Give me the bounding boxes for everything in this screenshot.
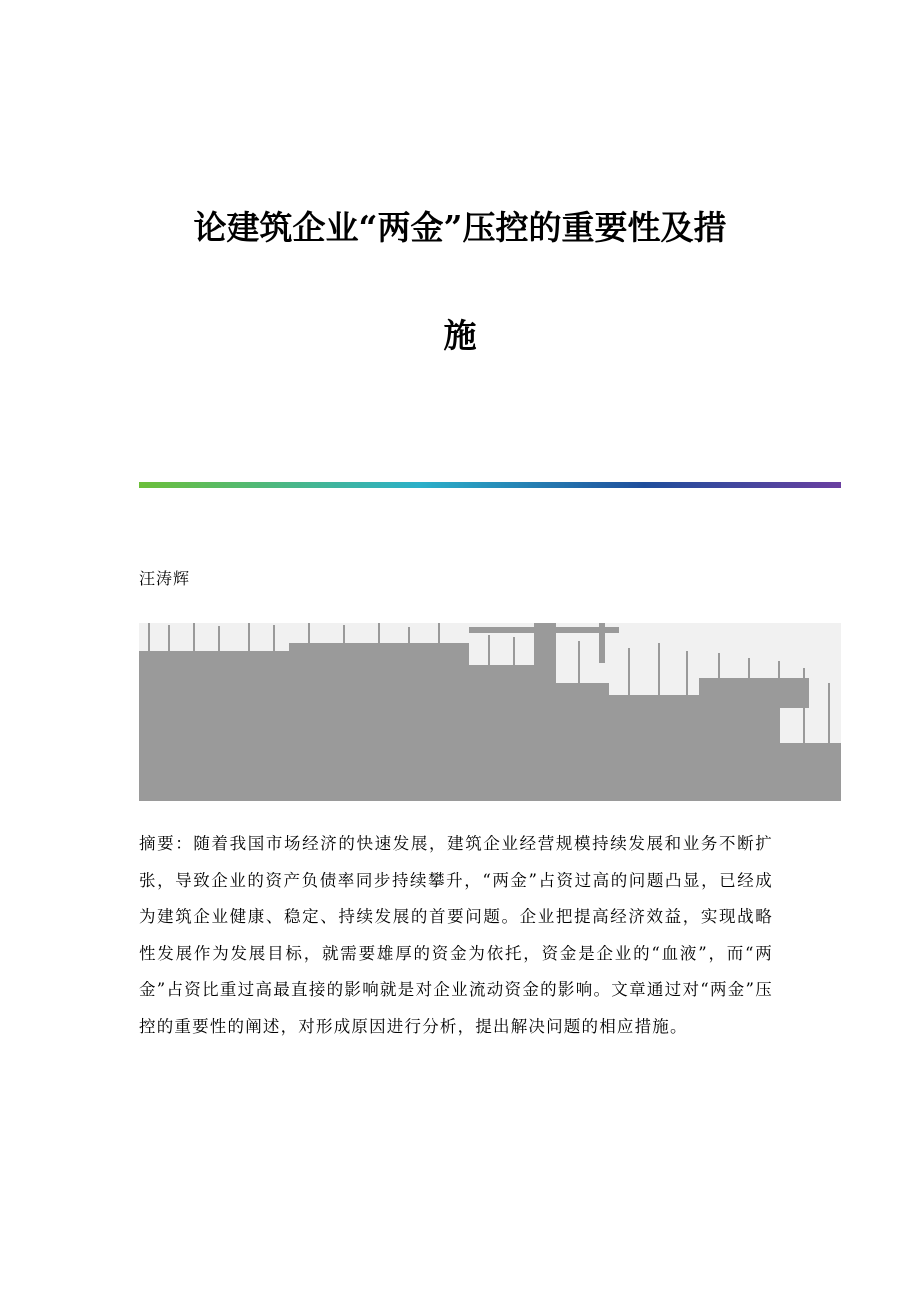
construction-site-image <box>139 623 841 801</box>
document-title <box>139 208 781 424</box>
abstract-paragraph: 摘要：随着我国市场经济的快速发展，建筑企业经营规模持续发展和业务不断扩张，导致企业的资产负债率同步持续攀升，“两金”占资过高的问题凸显，已经成为建筑企业健康、稳定、持续发展的首要问题。企业把提高经济效益，实现战略性发展作为发展目标，就需要雄厚的资金为依托，资金是企业的“血液”，而“两金”占资比重过高最直接的影响就是对企业流动资金的影响。文章通过对“两金”压控的重要性的阐述，对形成原因进行分析，提出解决问题的相应措施。 <box>139 834 773 1036</box>
title-line-1: 论建筑企业“两金”压控的重要性及措 <box>193 208 727 247</box>
title-line-2: 施 <box>443 316 477 355</box>
author-name: 汪涛辉 <box>139 569 191 588</box>
gradient-divider <box>139 482 841 488</box>
